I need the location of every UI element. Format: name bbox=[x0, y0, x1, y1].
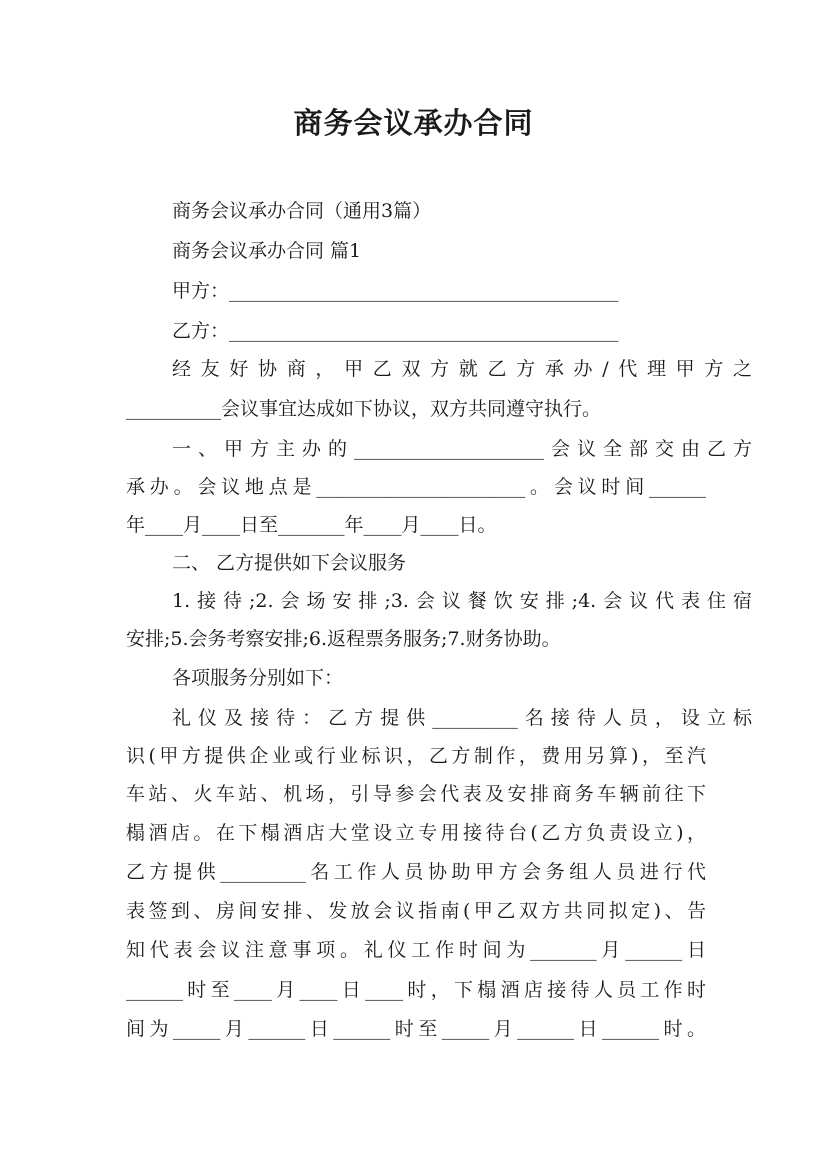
paragraph-line: ______时至____月____日____时，下榻酒店接待人员工作时 bbox=[126, 979, 706, 1001]
paragraph-line: 车站、火车站、机场，引导参会代表及安排商务车辆前往下 bbox=[126, 783, 706, 805]
paragraph-line: 安排;5.会务考察安排;6.返程票务服务;7.财务协助。 bbox=[126, 628, 561, 650]
paragraph-line: 间为_____月______日______时至_____月______日______时。 bbox=[126, 1018, 706, 1040]
paragraph-line: 知代表会议注意事项。礼仪工作时间为_______月______日 bbox=[126, 939, 706, 961]
paragraph-line: 礼仪及接待：乙方提供_________名接待人员，设立标 bbox=[172, 707, 752, 729]
paragraph-line: __________会议事宜达成如下协议，双方共同遵守执行。 bbox=[126, 398, 602, 420]
section-heading: 二、 乙方提供如下会议服务 bbox=[172, 552, 407, 574]
paragraph-line: 乙方提供_________名工作人员协助甲方会务组人员进行代 bbox=[126, 861, 706, 883]
section-heading: 商务会议承办合同 篇1 bbox=[172, 240, 362, 262]
document-title: 商务会议承办合同 bbox=[293, 106, 534, 140]
paragraph-line: 经友好协商，甲乙双方就乙方承办/代理甲方之 bbox=[172, 358, 752, 380]
subtitle-line: 商务会议承办合同（通用3篇） bbox=[172, 200, 432, 222]
party-a-line: 甲方：_________________________________________ bbox=[172, 280, 619, 302]
paragraph-line: 一、甲方主办的____________________会议全部交由乙方 bbox=[172, 438, 752, 460]
paragraph-line: 表签到、房间安排、发放会议指南(甲乙双方共同拟定)、告 bbox=[126, 900, 706, 922]
paragraph-line: 识(甲方提供企业或行业标识，乙方制作，费用另算)，至汽 bbox=[126, 745, 706, 767]
paragraph-line: 1.接待;2.会场安排;3.会议餐饮安排;4.会议代表住宿 bbox=[172, 590, 752, 612]
party-b-line: 乙方：_________________________________________ bbox=[172, 320, 619, 342]
paragraph-line: 承办。会议地点是______________________。会议时间______ bbox=[126, 476, 706, 498]
paragraph-line: 各项服务分别如下： bbox=[172, 667, 344, 689]
paragraph-line: 年____月____日至_______年____月____日。 bbox=[126, 514, 497, 536]
paragraph-line: 榻酒店。在下榻酒店大堂设立专用接待台(乙方负责设立)， bbox=[126, 822, 706, 844]
